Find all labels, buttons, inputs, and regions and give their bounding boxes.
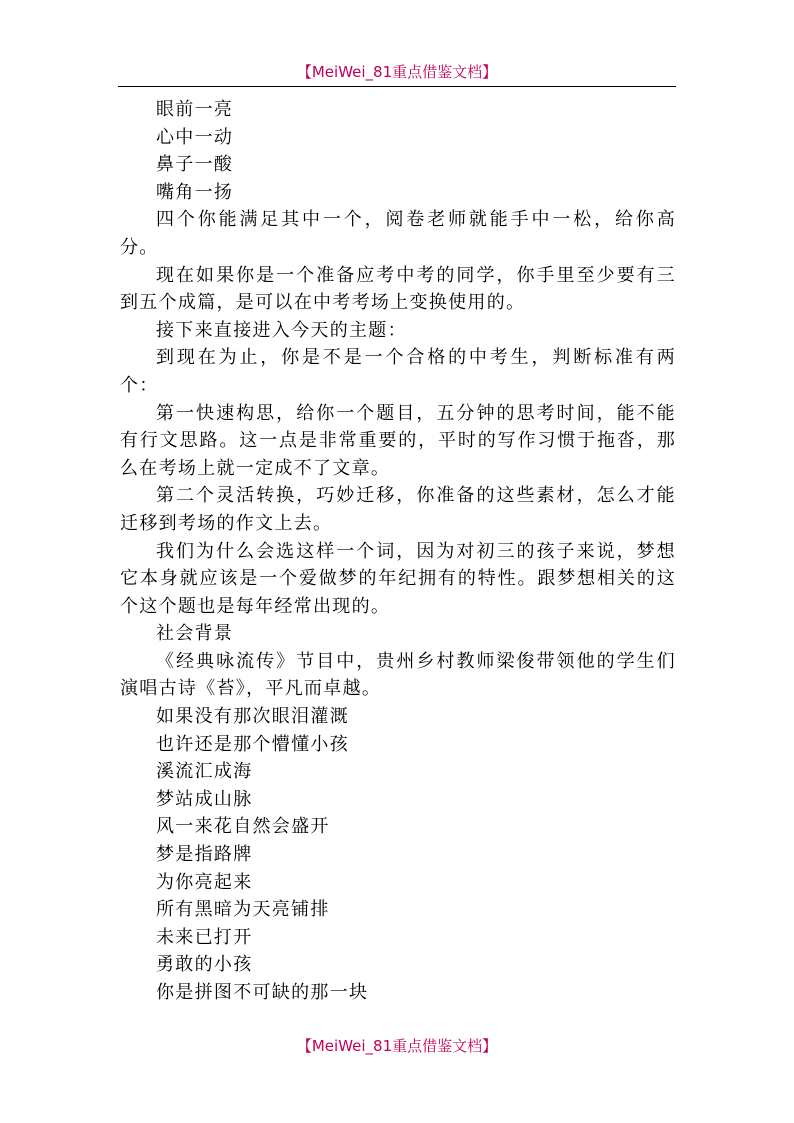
paragraph: 《经典咏流传》节目中，贵州乡村教师梁俊带领他的学生们演唱古诗《苔》，平凡而卓越。 — [120, 650, 676, 700]
page-header: 【MeiWei_81重点借鉴文档】 — [296, 63, 498, 81]
section-heading: 社会背景 — [156, 623, 234, 645]
paragraph: 心中一动 — [156, 126, 234, 148]
lyric-line: 也许还是那个懵懂小孩 — [156, 733, 349, 755]
lyric-line: 梦是指路牌 — [156, 844, 253, 866]
paragraph: 接下来直接进入今天的主题： — [156, 319, 407, 341]
document-body — [120, 96, 676, 1007]
lyric-line: 勇敢的小孩 — [156, 954, 253, 976]
lyric-line: 所有黑暗为天亮铺排 — [156, 899, 330, 921]
paragraph: 眼前一亮 — [156, 99, 234, 120]
paragraph: 鼻子一酸 — [156, 154, 234, 176]
lyric-line: 溪流汇成海 — [156, 761, 253, 783]
paragraph: 四个你能满足其中一个，阅卷老师就能手中一松，给你高分。 — [120, 209, 676, 258]
lyric-line: 风一来花自然会盛开 — [156, 816, 330, 838]
paragraph: 嘴角一扬 — [156, 181, 234, 203]
paragraph: 第一快速构思，给你一个题目，五分钟的思考时间，能不能有行文思路。这一点是非常重要的，平时的写作习惯于拖沓，那么在考场上就一定成不了文章。 — [120, 402, 676, 479]
paragraph: 现在如果你是一个准备应考中考的同学，你手里至少要有三到五个成篇，是可以在中考考场上变换使用的。 — [120, 264, 676, 314]
lyric-line: 如果没有那次眼泪灌溉 — [156, 706, 349, 728]
lyric-line: 未来已打开 — [156, 926, 253, 948]
lyric-line: 梦站成山脉 — [156, 788, 253, 810]
paragraph: 我们为什么会选这样一个词，因为对初三的孩子来说，梦想它本身就应该是一个爱做梦的年纪拥有的特性。跟梦想相关的这个这个题也是每年经常出现的。 — [120, 540, 676, 617]
header-divider — [118, 86, 676, 87]
lyric-line: 你是拼图不可缺的那一块 — [156, 982, 369, 1003]
page-footer: 【MeiWei_81重点借鉴文档】 — [296, 1037, 498, 1055]
lyric-line: 为你亮起来 — [156, 871, 253, 893]
paragraph: 到现在为止，你是不是一个合格的中考生，判断标准有两个： — [120, 347, 676, 396]
paragraph: 第二个灵活转换，巧妙迁移，你准备的这些素材，怎么才能迁移到考场的作文上去。 — [120, 485, 676, 534]
